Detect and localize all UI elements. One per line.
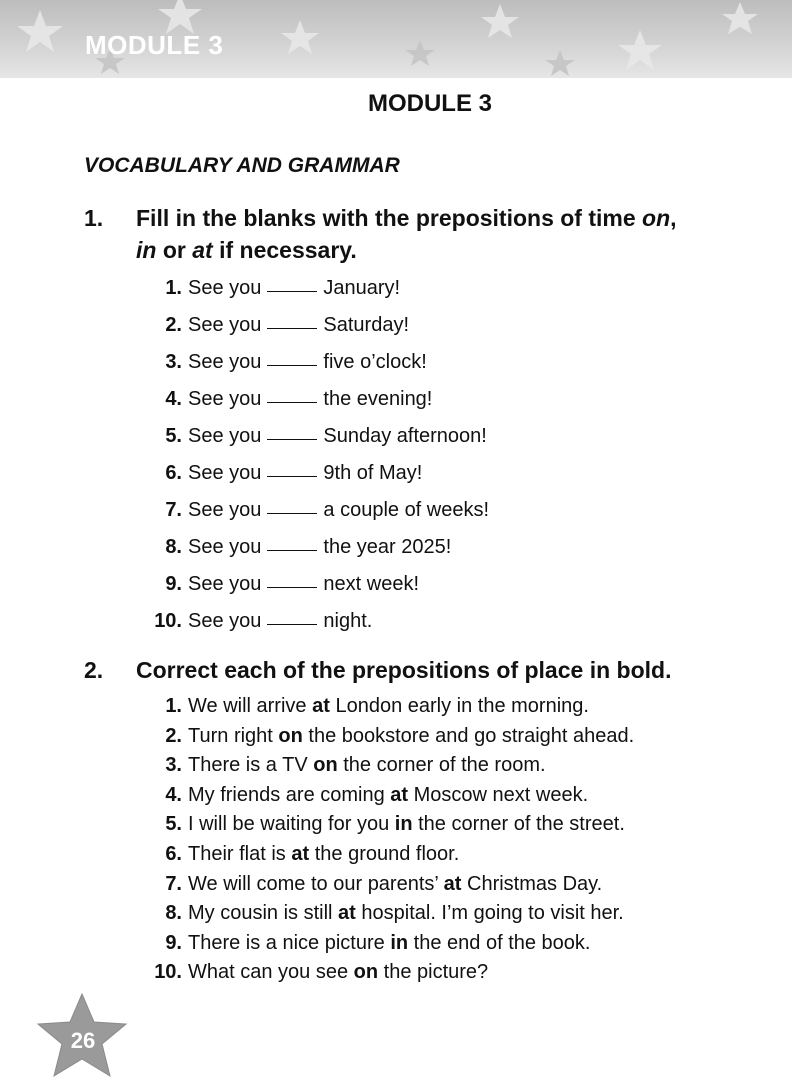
- section-title: VOCABULARY AND GRAMMAR: [84, 154, 400, 177]
- page-title: MODULE 3: [367, 90, 492, 117]
- list-item: 8. See you the year 2025!: [165, 536, 452, 558]
- list-item: 10. See you night.: [154, 610, 373, 632]
- task-number: 1.: [84, 205, 104, 231]
- answer-blank[interactable]: [267, 328, 317, 329]
- answer-blank[interactable]: [267, 439, 317, 440]
- list-item: 9. See you next week!: [165, 573, 419, 595]
- task-instruction: Fill in the blanks with the prepositions of time on, in or at if necessary.: [136, 205, 677, 263]
- list-item: 6. Their flat is at the ground floor.: [165, 843, 460, 865]
- task-number: 2.: [84, 657, 104, 683]
- answer-blank[interactable]: [267, 402, 317, 403]
- answer-blank[interactable]: [267, 624, 317, 625]
- list-item: 3. See you five o’clock!: [165, 351, 427, 373]
- list-item: 1. We will arrive at London early in the morning.: [165, 695, 589, 717]
- list-item: 5. See you Sunday afternoon!: [165, 425, 487, 447]
- list-item: 7. We will come to our parents’ at Christmas Day.: [165, 872, 603, 895]
- list-item: 3. There is a TV on the corner of the room.: [165, 754, 546, 777]
- answer-blank[interactable]: [267, 587, 317, 588]
- answer-blank[interactable]: [267, 513, 317, 514]
- answer-blank[interactable]: [267, 365, 317, 366]
- page-number: 26: [70, 1028, 96, 1053]
- task-instruction: Correct each of the prepositions of place in bold.: [136, 657, 672, 683]
- module-banner: [0, 0, 792, 78]
- list-item: 1. See you January!: [165, 277, 401, 299]
- list-item: 2. See you Saturday!: [165, 314, 409, 336]
- list-item: 9. There is a nice picture in the end of the book.: [165, 931, 591, 954]
- list-item: 8. My cousin is still at hospital. I’m going to visit her.: [165, 902, 624, 925]
- answer-blank[interactable]: [267, 550, 317, 551]
- list-item: 4. See you the evening!: [165, 388, 433, 410]
- list-item: 5. I will be waiting for you in the corner of the street.: [165, 813, 625, 836]
- answer-blank[interactable]: [267, 476, 317, 477]
- banner-title: MODULE 3: [85, 30, 224, 60]
- list-item: 6. See you 9th of May!: [165, 462, 423, 484]
- answer-blank[interactable]: [267, 291, 317, 292]
- list-item: 4. My friends are coming at Moscow next week.: [165, 783, 589, 806]
- list-item: 10. What can you see on the picture?: [154, 961, 489, 984]
- list-item: 7. See you a couple of weeks!: [165, 499, 490, 521]
- list-item: 2. Turn right on the bookstore and go straight ahead.: [165, 724, 635, 747]
